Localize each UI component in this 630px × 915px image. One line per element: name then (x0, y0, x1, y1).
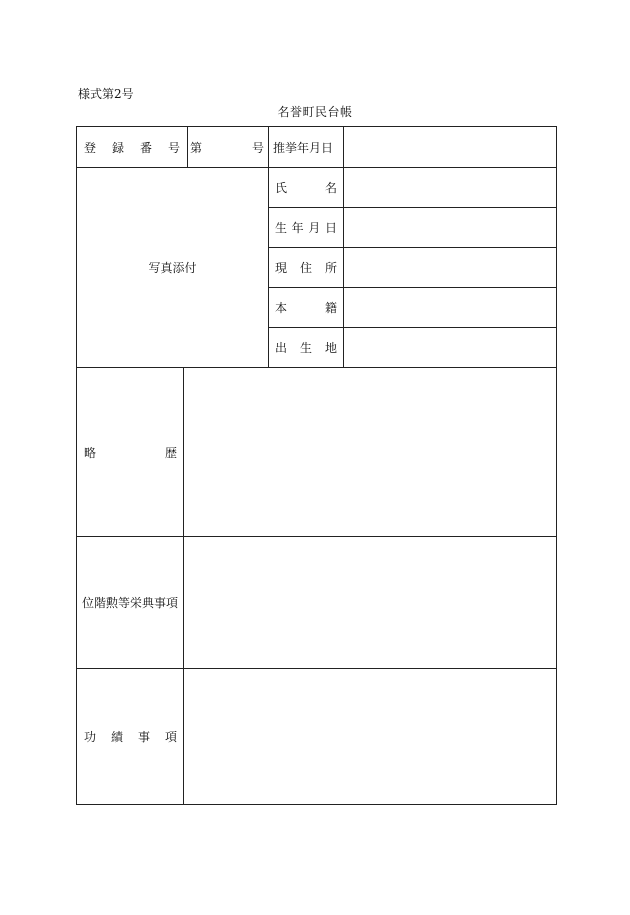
birthplace-field[interactable] (344, 328, 556, 367)
honors-field[interactable] (184, 537, 556, 668)
domicile-field[interactable] (344, 288, 556, 327)
name-field[interactable] (344, 168, 556, 207)
photo-label: 写真添付 (148, 261, 197, 275)
birthdate-field[interactable] (344, 208, 556, 247)
number-suffix: 号 (251, 140, 264, 155)
photo-area[interactable] (77, 168, 268, 367)
birthdate-label: 生 年 月 日 (275, 220, 337, 235)
registration-number-field[interactable] (190, 127, 264, 167)
rule-col-label (268, 127, 269, 367)
birthplace-label: 出 生 地 (275, 340, 337, 355)
achievements-field[interactable] (184, 669, 556, 804)
recommendation-date-label: 推挙年月日 (273, 140, 334, 155)
address-field[interactable] (344, 248, 556, 287)
honors-label: 位階勲等栄典事項 (82, 596, 179, 610)
history-label: 略 歴 (84, 445, 177, 460)
name-label: 氏 名 (275, 180, 337, 195)
rule-col-reg (187, 127, 188, 167)
recommendation-date-field[interactable] (344, 127, 556, 167)
domicile-label: 本 籍 (275, 300, 337, 315)
registration-number-label: 登 録 番 号 (84, 140, 180, 155)
form-number: 様式第2号 (78, 87, 134, 101)
number-prefix: 第 (190, 140, 203, 155)
document-title: 名誉町民台帳 (277, 105, 353, 119)
history-field[interactable] (184, 368, 556, 536)
achievements-label: 功 績 事 項 (84, 730, 177, 744)
registry-form (76, 126, 557, 805)
address-label: 現 住 所 (275, 260, 337, 275)
